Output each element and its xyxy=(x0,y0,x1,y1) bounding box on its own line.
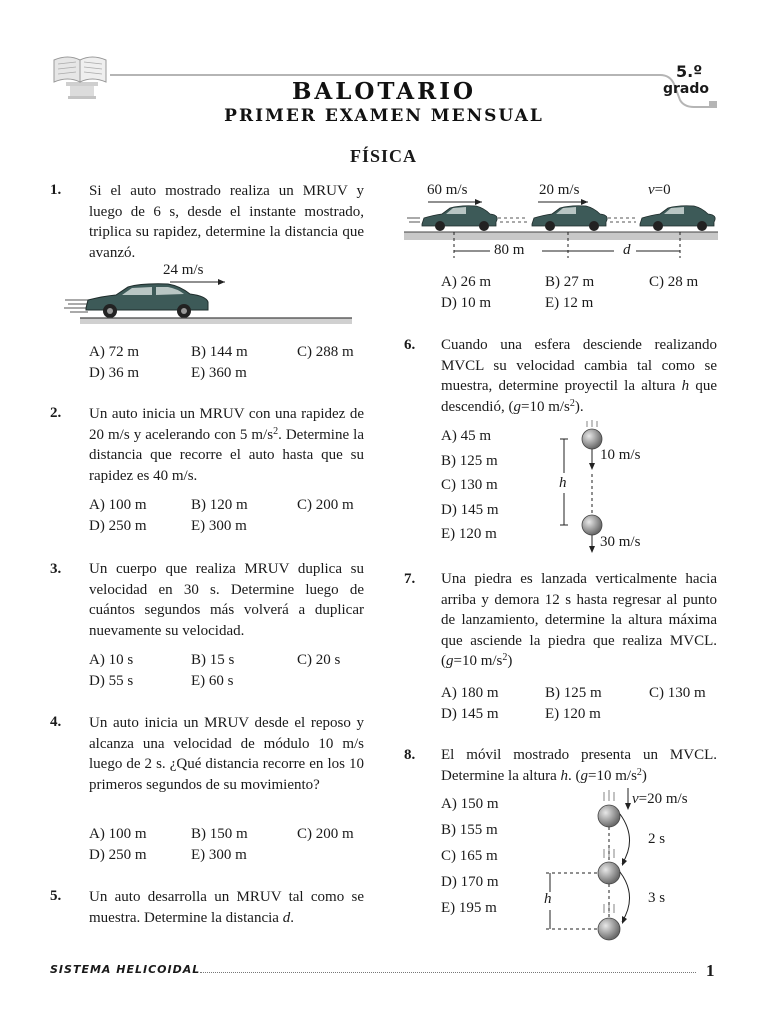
question-text: Cuando una esfera desciende realizando MVCL su velocidad cambia tal como se muestra, determine proyectil la altura h que descendió, (g=10 $m/s^2$). xyxy=(441,337,717,415)
q8-time-label-2: 3 s xyxy=(648,890,666,906)
question-text: Un auto desarrolla un MRUV tal como se muestra. Determine la distancia d. xyxy=(89,889,364,926)
option-a[interactable]: A) 72 m xyxy=(89,344,139,360)
option-d[interactable]: D) 250 m xyxy=(89,847,147,863)
ball-icon xyxy=(582,515,602,535)
q5-distance-label-1: 80 m xyxy=(494,242,525,258)
q5-speed-label-1: 60 m/s xyxy=(427,182,468,198)
grade-number: 5.º xyxy=(676,62,703,81)
option-b[interactable]: B) 15 s xyxy=(191,652,235,668)
q5-distance-label-2: d xyxy=(623,242,631,258)
subject-title: FÍSICA xyxy=(350,146,418,166)
option-c[interactable]: C) 165 m xyxy=(441,848,498,864)
option-b[interactable]: B) 144 m xyxy=(191,344,248,360)
header-rule xyxy=(110,74,632,76)
option-e[interactable]: E) 60 s xyxy=(191,673,234,689)
question-number: 3. xyxy=(50,561,62,577)
q2-options xyxy=(89,495,369,537)
option-c[interactable]: C) 20 s xyxy=(297,652,341,668)
option-d[interactable]: D) 36 m xyxy=(89,365,139,381)
option-b[interactable]: B) 27 m xyxy=(545,274,595,290)
option-e[interactable]: E) 120 m xyxy=(545,706,601,722)
q1-speed-label: 24 m/s xyxy=(163,262,204,278)
option-d[interactable]: D) 55 s xyxy=(89,673,134,689)
option-b[interactable]: B) 150 m xyxy=(191,826,248,842)
option-c[interactable]: C) 28 m xyxy=(649,274,699,290)
option-c[interactable]: C) 200 m xyxy=(297,497,354,513)
option-a[interactable]: A) 26 m xyxy=(441,274,491,290)
q8-height-label: h xyxy=(544,891,552,907)
question-number: 2. xyxy=(50,405,62,421)
question-text: El móvil mostrado presenta un MVCL. Determine la altura h. (g=10 $m/s^2$) xyxy=(441,747,717,784)
option-d[interactable]: D) 10 m xyxy=(441,295,491,311)
option-e[interactable]: E) 300 m xyxy=(191,847,247,863)
question-text: Una piedra es lanzada verticalmente hacia arriba y demora 12 s hasta regresar al punto de lanzamiento, determine la altura máxima que asciende la piedra que realiza MVCL. (g=10 $m/s^2$) xyxy=(441,571,717,669)
option-a[interactable]: A) 100 m xyxy=(89,826,147,842)
q6-velocity-bottom: 30 m/s xyxy=(600,534,641,550)
q6-velocity-top: 10 m/s xyxy=(600,447,641,463)
option-d[interactable]: D) 145 m xyxy=(441,501,499,518)
option-a[interactable]: A) 10 s xyxy=(89,652,134,668)
ball-icon xyxy=(598,918,620,940)
option-e[interactable]: E) 360 m xyxy=(191,365,247,381)
question-number: 5. xyxy=(50,888,62,904)
car-icon xyxy=(532,206,607,231)
option-c[interactable]: C) 200 m xyxy=(297,826,354,842)
car-icon xyxy=(86,284,208,318)
question-number: 7. xyxy=(404,571,416,587)
q5-speed-label-3: v=0 xyxy=(648,182,671,198)
question-number: 6. xyxy=(404,337,416,353)
question-number: 1. xyxy=(50,182,62,198)
option-d[interactable]: D) 145 m xyxy=(441,706,499,722)
option-c[interactable]: C) 130 m xyxy=(649,685,706,701)
option-c[interactable]: C) 130 m xyxy=(441,477,498,493)
option-b[interactable]: B) 125 m xyxy=(545,685,602,701)
car-icon xyxy=(422,206,497,231)
ball-icon xyxy=(582,429,602,449)
footer-dotted-rule xyxy=(200,972,696,973)
question-text: Si el auto mostrado realiza un MRUV y luego de 6 s, desde el instante mostrado, triplica su rapidez, determine la distancia que avanzó. xyxy=(89,183,364,261)
speed-lines xyxy=(64,300,88,312)
option-e[interactable]: E) 300 m xyxy=(191,518,247,534)
q6-options xyxy=(441,428,499,551)
page-title: BALOTARIO xyxy=(291,78,477,105)
ball-icon xyxy=(598,862,620,884)
option-b[interactable]: B) 125 m xyxy=(441,452,498,469)
footer-brand: SISTEMA HELICOIDAL xyxy=(50,963,201,976)
q8-options xyxy=(441,796,499,926)
q8-velocity-label: v=20 m/s xyxy=(632,791,688,807)
option-b[interactable]: B) 120 m xyxy=(191,497,248,513)
option-a[interactable]: A) 100 m xyxy=(89,497,147,513)
q3-options xyxy=(89,650,369,692)
car-icon xyxy=(640,206,715,231)
q6-height-label: h xyxy=(559,475,567,491)
q5-options xyxy=(441,272,731,314)
option-c[interactable]: C) 288 m xyxy=(297,344,354,360)
q1-car-figure xyxy=(60,262,356,328)
grade-label: grado xyxy=(663,81,710,97)
question-text: Un auto inicia un MRUV con una rapidez de 20 m/s y acelerando con 5 $m/s^2$. Determine la distancia que recorre el auto hasta que su rapidez es 40 m/s. xyxy=(89,406,364,484)
option-e[interactable]: E) 195 m xyxy=(441,900,497,916)
q5-speed-label-2: 20 m/s xyxy=(539,182,580,198)
q8-time-label-1: 2 s xyxy=(648,831,666,847)
q1-options xyxy=(89,342,369,384)
page-number: 1 xyxy=(706,961,715,980)
option-a[interactable]: A) 45 m xyxy=(441,428,491,444)
q4-options xyxy=(89,824,369,866)
q8-ball-motion-figure xyxy=(538,784,648,944)
q7-options xyxy=(441,683,731,725)
option-b[interactable]: B) 155 m xyxy=(441,822,498,838)
question-number: 4. xyxy=(50,714,62,730)
question-text: Un cuerpo que realiza MRUV duplica su velocidad en 30 s. Determine luego de cuántos segundos más volverá a duplicar nuevamente su velocidad. xyxy=(89,561,364,639)
option-a[interactable]: A) 180 m xyxy=(441,685,499,701)
option-e[interactable]: E) 12 m xyxy=(545,295,594,311)
page-subtitle: PRIMER EXAMEN MENSUAL xyxy=(224,106,544,126)
question-text: Un auto inicia un MRUV desde el reposo y alcanza una velocidad de módulo 10 m/s luego de 2 s. ¿Qué distancia recorre en los 10 primeros segundos de su movimiento? xyxy=(89,715,364,793)
q5-cars-figure xyxy=(402,196,720,264)
option-d[interactable]: D) 250 m xyxy=(89,518,147,534)
option-d[interactable]: D) 170 m xyxy=(441,874,499,890)
option-e[interactable]: E) 120 m xyxy=(441,526,497,542)
option-a[interactable]: A) 150 m xyxy=(441,796,499,812)
ball-icon xyxy=(598,805,620,827)
question-number: 8. xyxy=(404,747,416,763)
